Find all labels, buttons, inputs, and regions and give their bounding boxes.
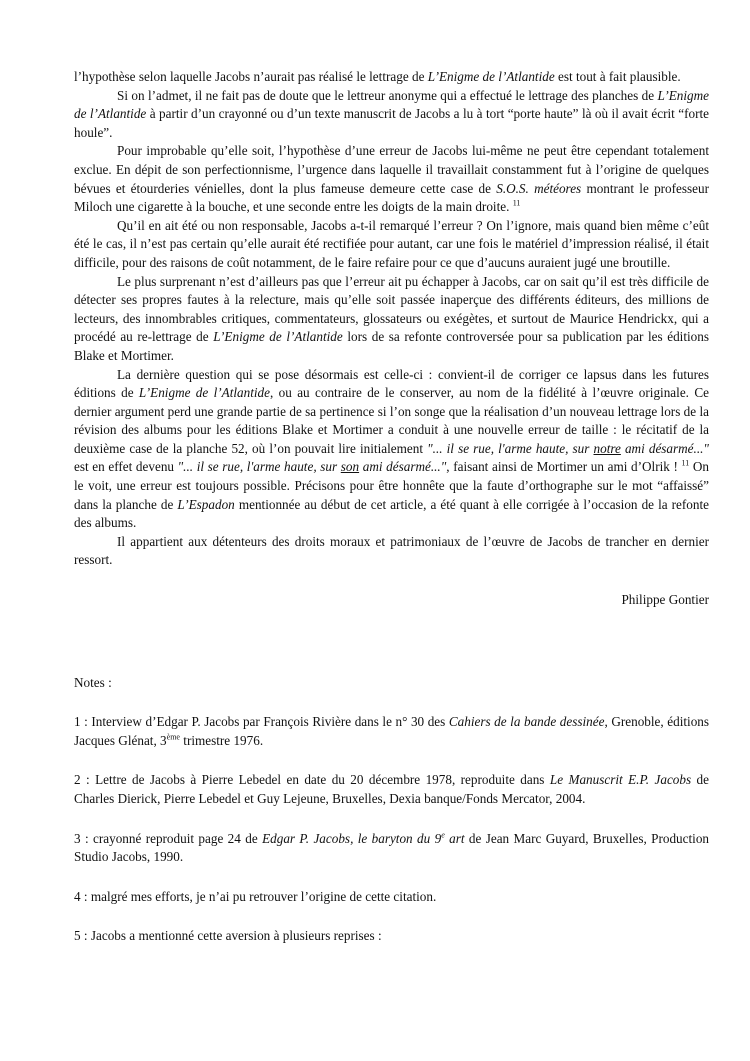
text: est en effet devenu bbox=[74, 459, 178, 475]
paragraph bbox=[74, 273, 709, 366]
text: Pour improbable qu’elle soit, l’hypothèse d’une erreur de Jacobs lui-même ne peut être cependant totalement exclue. En dépit de son perfectionnisme, l’urgence dans laquelle il travaillait constamment fut à l’origine de quelques bévues et étourderies vénielles, dont la plus fameuse demeure cette case de bbox=[74, 143, 709, 196]
notes-heading: Notes : bbox=[74, 674, 112, 690]
text: Le plus surprenant n’est d’ailleurs pas que l’erreur ait pu échapper à Jacobs, car on sait qu’il est très difficile de détecter ses propres fautes à la relecture, mais qu’elle soit passée inaperçue des différents éditeurs, des millions de lecteurs, des innombrables critiques, commentateurs, glossateurs ou exégètes, et surtout de Maurice Hendrickx, qui a procédé au re-lettrage de bbox=[74, 273, 709, 345]
text: montrant le professeur Miloch une cigarette à la bouche, et une seconde entre les doigts de la main droite. bbox=[74, 180, 709, 215]
text: , ou au contraire de le conserver, au nom de la fidélité à l’œuvre originale. Ce dernier argument perd une grande partie de sa pertinence si l’on songe que la réalisation d’un nouveau lettrage lors de la révision des albums pour les éditions Blake et Mortimer a conduit à une nouvelle erreur de taille : le récitatif de la deuxième case de la planche 52, où l’on pouvait lire initialement bbox=[74, 385, 709, 456]
paragraph bbox=[74, 68, 709, 87]
quote-original: "... il se rue, l'arme haute, sur notre ami désarmé..." bbox=[427, 440, 709, 456]
paragraph bbox=[74, 366, 709, 533]
author-signature: Philippe Gontier bbox=[621, 592, 709, 608]
note-5: 5 : Jacobs a mentionné cette aversion à plusieurs reprises : bbox=[74, 928, 382, 944]
book-title: L’Enigme de l’Atlantide bbox=[74, 87, 709, 122]
footnote-ref: 11 bbox=[681, 459, 690, 469]
paragraph bbox=[74, 142, 709, 216]
text: On le voit, une erreur est toujours possible. Précisons pour être honnête que la faute d’orthographe sur le mot “affaissé” dans la planche de bbox=[74, 459, 709, 512]
text: Si on l’admet, il ne fait pas de doute que le lettreur anonyme qui a effectué le lettrage des planches de bbox=[117, 87, 658, 103]
note-3: 3 : crayonné reproduit page 24 de Edgar P. Jacobs, le baryton du 9e art de Jean Marc Guyard, Bruxelles, Production Studio Jacobs, 1990. bbox=[74, 830, 710, 865]
text: , faisant ainsi de Mortimer un ami d’Olrik ! bbox=[446, 459, 682, 475]
note-4: 4 : malgré mes efforts, je n’ai pu retrouver l’origine de cette citation. bbox=[74, 888, 437, 904]
book-title: L’Enigme de l’Atlantide bbox=[213, 329, 343, 345]
paragraph: Qu’il en ait été ou non responsable, Jacobs a-t-il remarqué l’erreur ? On l’ignore, mais quand bien même c’eût été le cas, il n’est pas certain qu’elle aurait été rectifiée pour autant, car une fois le matériel d’impression réalisé, il était difficile, pour des raisons de coût notamment, de le faire refaire pour ce que d’aucuns auraient jugé une broutille. bbox=[74, 217, 709, 270]
text: mentionnée au début de cet article, a été quant à elle corrigée à l’occasion de la refonte des albums. bbox=[74, 496, 709, 531]
book-title: L’Espadon bbox=[177, 496, 235, 512]
paragraph bbox=[74, 87, 709, 143]
quote-revised: "... il se rue, l'arme haute, sur son ami désarmé..." bbox=[177, 459, 447, 475]
paragraph: Il appartient aux détenteurs des droits moraux et patrimoniaux de l’œuvre de Jacobs de trancher en dernier ressort. bbox=[74, 533, 709, 568]
text: est tout à fait plausible. bbox=[554, 69, 681, 84]
text: à partir d’un crayonné ou d’un texte manuscrit de Jacobs a lu à tort “porte haute” là où il avait écrit “forte houle”. bbox=[74, 106, 709, 140]
text: lors de sa refonte controversée pour sa publication par les éditions Blake et Mortimer. bbox=[74, 329, 709, 363]
text: l’hypothèse selon laquelle Jacobs n’aurait pas réalisé le lettrage de bbox=[74, 69, 428, 84]
document-page bbox=[74, 68, 709, 946]
book-title: L’Enigme de l’Atlantide bbox=[138, 385, 270, 401]
footnote-ref: 11 bbox=[512, 198, 521, 208]
note-1: 1 : Interview d’Edgar P. Jacobs par François Rivière dans le n° 30 des Cahiers de la bande dessinée, Grenoble, éditions Jacques Glénat, 3ème trimestre 1976. bbox=[74, 714, 710, 748]
book-title: S.O.S. météores bbox=[496, 180, 582, 196]
book-title: L’Enigme de l’Atlantide bbox=[427, 69, 555, 84]
text: La dernière question qui se pose désormais est celle-ci : convient-il de corriger ce lapsus dans les futures éditions de bbox=[74, 366, 709, 401]
note-2: 2 : Lettre de Jacobs à Pierre Lebedel en date du 20 décembre 1978, reproduite dans Le Manuscrit E.P. Jacobs de Charles Dierick, Pierre Lebedel et Guy Lejeune, Bruxelles, Dexia banque/Fonds Mercator, 2004. bbox=[74, 772, 709, 806]
